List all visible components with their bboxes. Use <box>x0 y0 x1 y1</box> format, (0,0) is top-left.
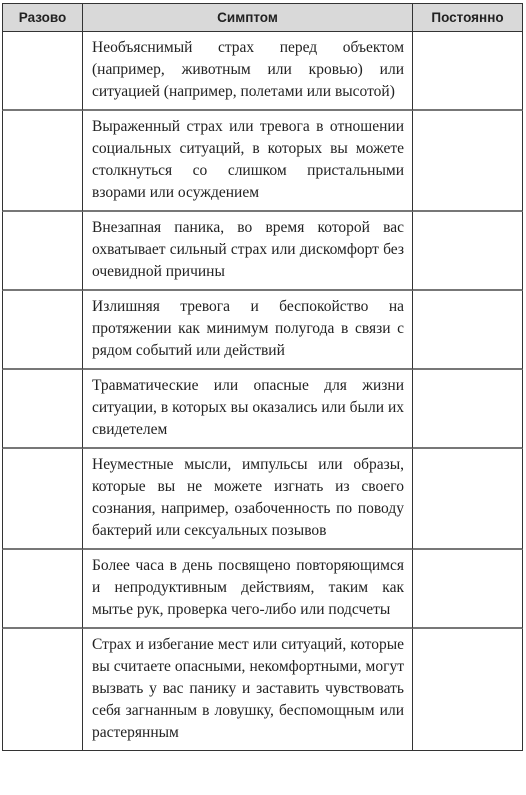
symptom-table <box>2 3 523 751</box>
table-row <box>2 550 523 629</box>
constant-checkbox-cell[interactable] <box>412 370 523 449</box>
symptom-text: Выраженный страх или тревога в отношении социальных ситуаций, в которых вы можете столкнуться со слишком пристальными взорами или осуждением <box>92 118 404 201</box>
symptom-text: Более часа в день посвящено повторяющимся и непродуктивным действиям, таким как мытье рук, проверка чего-либо или подсчеты <box>92 557 404 618</box>
table-row <box>2 629 523 751</box>
symptom-text: Излишняя тревога и беспокойство на протяжении как минимум полугода в связи с рядом событий или действий <box>92 298 404 359</box>
once-checkbox-cell[interactable] <box>2 212 82 291</box>
constant-checkbox-cell[interactable] <box>412 212 523 291</box>
symptom-checklist <box>2 3 523 751</box>
symptom-cell <box>82 212 412 291</box>
once-checkbox-cell[interactable] <box>2 291 82 370</box>
symptom-text: Необъяснимый страх перед объектом (например, животным или кровью) или ситуацией (например, полетами или высотой) <box>92 39 404 100</box>
table-row <box>2 212 523 291</box>
header-symptom: Симптом <box>82 3 412 32</box>
once-checkbox-cell[interactable] <box>2 111 82 212</box>
table-row <box>2 449 523 550</box>
header-constant: Постоянно <box>412 3 523 32</box>
table-row <box>2 111 523 212</box>
constant-checkbox-cell[interactable] <box>412 291 523 370</box>
table-row <box>2 370 523 449</box>
symptom-cell <box>82 370 412 449</box>
symptom-cell <box>82 550 412 629</box>
symptom-text: Травматические или опасные для жизни ситуации, в которых вы оказались или были их свидетелем <box>92 377 404 438</box>
symptom-cell <box>82 629 412 751</box>
symptom-text: Внезапная паника, во время которой вас охватывает сильный страх или дискомфорт без очевидной причины <box>92 219 404 280</box>
symptom-cell <box>82 111 412 212</box>
constant-checkbox-cell[interactable] <box>412 629 523 751</box>
constant-checkbox-cell[interactable] <box>412 449 523 550</box>
once-checkbox-cell[interactable] <box>2 370 82 449</box>
symptom-cell <box>82 291 412 370</box>
symptom-cell <box>82 449 412 550</box>
table-row <box>2 32 523 111</box>
header-once: Разово <box>2 3 82 32</box>
symptom-text: Страх и избегание мест или ситуаций, которые вы считаете опасными, некомфортными, могут вызвать у вас панику и заставить чувствовать себя загнанным в ловушку, беспомощным или растерянным <box>92 636 404 741</box>
constant-checkbox-cell[interactable] <box>412 111 523 212</box>
once-checkbox-cell[interactable] <box>2 550 82 629</box>
once-checkbox-cell[interactable] <box>2 629 82 751</box>
table-header-row <box>2 3 523 32</box>
once-checkbox-cell[interactable] <box>2 32 82 111</box>
symptom-text: Неуместные мысли, импульсы или образы, которые вы не можете изгнать из своего сознания, например, озабоченность по поводу бактерий или сексуальных позывов <box>92 456 404 539</box>
constant-checkbox-cell[interactable] <box>412 550 523 629</box>
symptom-cell <box>82 32 412 111</box>
table-row <box>2 291 523 370</box>
constant-checkbox-cell[interactable] <box>412 32 523 111</box>
once-checkbox-cell[interactable] <box>2 449 82 550</box>
